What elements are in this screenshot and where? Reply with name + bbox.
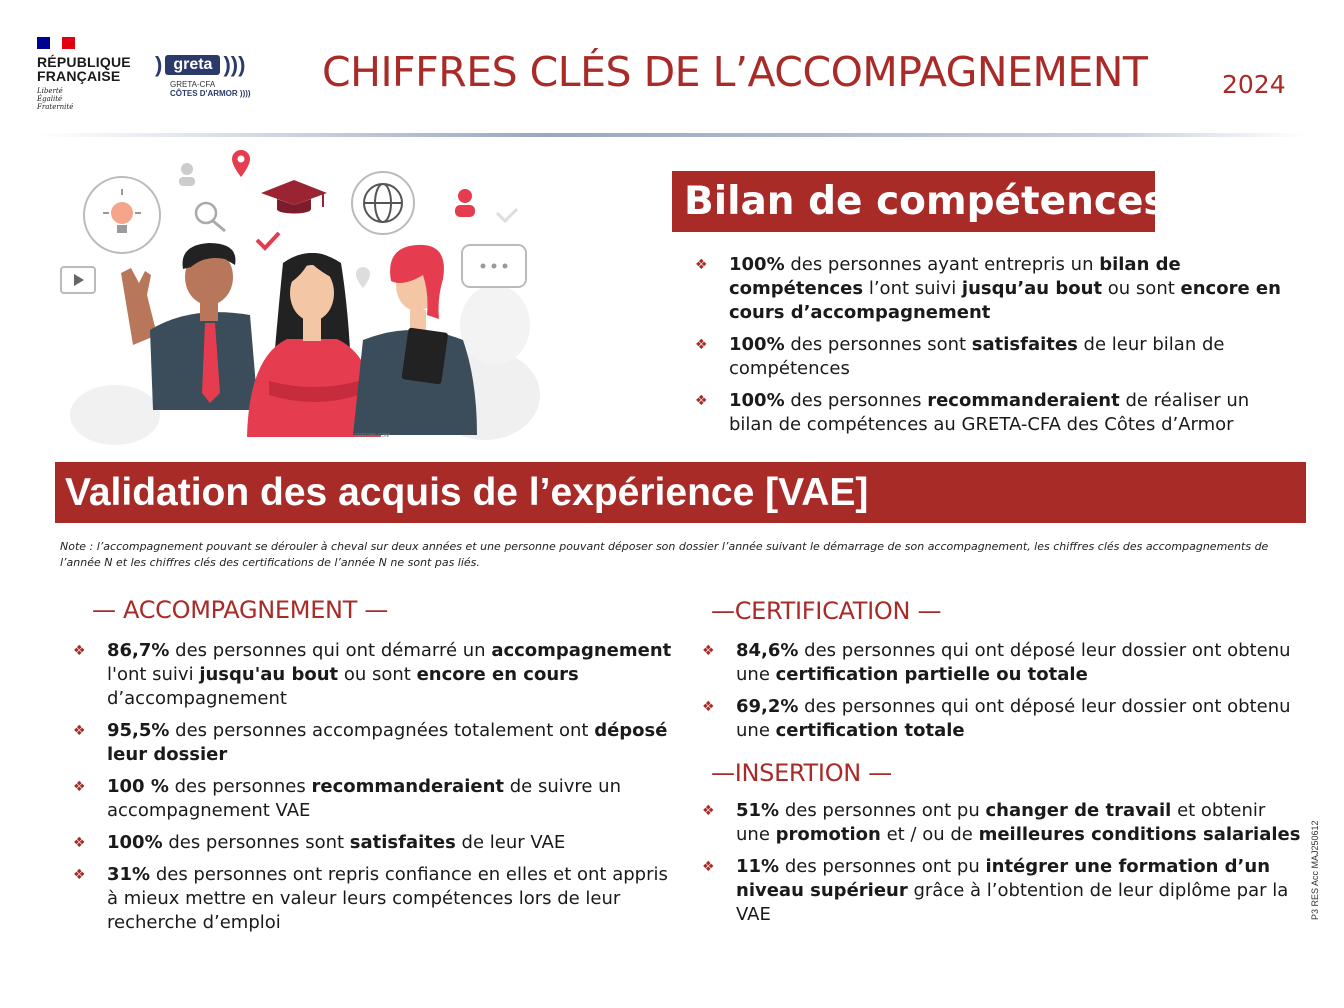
stat-text: des personnes ayant entrepris un bbox=[784, 254, 1100, 275]
stat-item bbox=[73, 719, 673, 767]
stat-highlight: recommanderaient bbox=[311, 776, 504, 797]
team-illustration bbox=[55, 145, 545, 445]
stat-highlight: bilan de compétences bbox=[729, 254, 1181, 299]
republique-motto: Liberté Égalité Fraternité bbox=[37, 87, 74, 111]
stat-highlight: 95,5% bbox=[107, 720, 170, 741]
stat-item bbox=[73, 863, 673, 935]
stat-highlight: recommanderaient bbox=[927, 390, 1120, 411]
globe-icon bbox=[352, 172, 414, 234]
french-flag-icon bbox=[37, 37, 75, 49]
bullet-diamond-icon: ❖ bbox=[73, 643, 86, 659]
stat-text: des personnes bbox=[784, 390, 928, 411]
stat-text: l’ont suivi bbox=[863, 278, 962, 299]
bullet-diamond-icon: ❖ bbox=[702, 803, 715, 819]
stat-highlight: encore en cours d’accompagnement bbox=[729, 278, 1281, 323]
stat-item bbox=[702, 799, 1302, 847]
stat-text: de suivre un accompagnement VAE bbox=[107, 776, 621, 821]
document-reference: P3 RES Acc MAJ250612 bbox=[1310, 820, 1320, 920]
stat-highlight: certification totale bbox=[775, 720, 965, 741]
user-icon bbox=[455, 189, 475, 217]
stat-item bbox=[73, 831, 673, 855]
stat-text: d’accompagnement bbox=[107, 688, 287, 709]
bullet-diamond-icon: ❖ bbox=[695, 337, 708, 353]
republique-name: RÉPUBLIQUE FRANÇAISE bbox=[37, 54, 131, 84]
woman-figure bbox=[353, 245, 477, 435]
stat-highlight: satisfaites bbox=[349, 832, 456, 853]
stat-text: de leur VAE bbox=[455, 832, 566, 853]
bullet-diamond-icon: ❖ bbox=[702, 699, 715, 715]
magnifier-icon bbox=[196, 203, 225, 231]
stat-highlight: 11% bbox=[736, 856, 780, 877]
stat-item bbox=[73, 639, 673, 711]
greta-wordmark: greta bbox=[165, 55, 220, 75]
stat-item bbox=[73, 775, 673, 823]
speech-bubble-icon bbox=[462, 245, 526, 287]
stat-item bbox=[695, 253, 1295, 325]
vae-note: Note : l’accompagnement pouvant se dérouler à cheval sur deux années et une personne pouvant déposer son dossier l’année suivant le démarrage de son accompagnement, les chiffres clés des accompagnements de l’année N et les chiffres clés des certifications de l’année N ne sont pas liés. bbox=[60, 540, 1269, 569]
accompagnement-heading: — ACCOMPAGNEMENT — bbox=[92, 596, 389, 624]
republique-francaise-logo bbox=[37, 37, 147, 111]
stat-highlight: 100% bbox=[107, 832, 163, 853]
bullet-diamond-icon: ❖ bbox=[73, 867, 86, 883]
stat-highlight: 100 % bbox=[107, 776, 169, 797]
stat-text: grâce à l’obtention de leur diplôme par la VAE bbox=[736, 880, 1289, 925]
bullet-diamond-icon: ❖ bbox=[695, 393, 708, 409]
bullet-diamond-icon: ❖ bbox=[702, 643, 715, 659]
bullet-diamond-icon: ❖ bbox=[702, 859, 715, 875]
stat-highlight: 84,6% bbox=[736, 640, 799, 661]
vae-banner: Validation des acquis de l’expérience [VAE] bbox=[55, 462, 1306, 523]
stat-item bbox=[695, 389, 1295, 437]
stat-highlight: 100% bbox=[729, 334, 785, 355]
greta-subtitle: GRETA-CFA bbox=[170, 80, 216, 89]
user-icon bbox=[179, 163, 195, 186]
lightbulb-icon bbox=[84, 177, 160, 253]
stat-highlight: jusqu'au bout bbox=[199, 664, 339, 685]
stat-text: ou sont bbox=[338, 664, 417, 685]
stat-highlight: encore en cours bbox=[416, 664, 579, 685]
bullet-diamond-icon: ❖ bbox=[73, 779, 86, 795]
stat-highlight: déposé leur dossier bbox=[107, 720, 668, 765]
page-title: CHIFFRES CLÉS DE L’ACCOMPAGNEMENT bbox=[322, 48, 1148, 96]
stat-highlight: intégrer une formation d’un niveau supérieur bbox=[736, 856, 1271, 901]
stat-text: des personnes ont pu bbox=[779, 856, 986, 877]
man-figure bbox=[121, 243, 258, 410]
accompagnement-stats-list bbox=[73, 639, 673, 943]
page-year: 2024 bbox=[1222, 70, 1286, 99]
stat-item bbox=[702, 855, 1302, 927]
insertion-stats-list bbox=[702, 799, 1302, 935]
stat-highlight: changer de travail bbox=[985, 800, 1172, 821]
bullet-diamond-icon: ❖ bbox=[695, 257, 708, 273]
stat-highlight: certification partielle ou totale bbox=[775, 664, 1088, 685]
stat-highlight: 86,7% bbox=[107, 640, 170, 661]
stat-text: des personnes sont bbox=[784, 334, 972, 355]
stat-highlight: 100% bbox=[729, 390, 785, 411]
insertion-heading: —INSERTION — bbox=[711, 759, 892, 787]
stat-item bbox=[695, 333, 1295, 381]
stat-text: de réaliser un bilan de compétences au GRETA-CFA des Côtes d’Armor bbox=[729, 390, 1250, 435]
video-play-icon bbox=[61, 267, 95, 293]
stat-text: des personnes qui ont déposé leur dossier ont obtenu une bbox=[736, 696, 1291, 741]
stat-text: des personnes ont repris confiance en elles et ont appris à mieux mettre en valeur leurs compétences lors de leur recherche d’emploi bbox=[107, 864, 668, 933]
stat-text: de leur bilan de compétences bbox=[729, 334, 1225, 379]
header-divider bbox=[37, 133, 1307, 137]
stat-text: et obtenir une bbox=[736, 800, 1266, 845]
stat-text: l'ont suivi bbox=[107, 664, 200, 685]
stat-text: des personnes bbox=[168, 776, 312, 797]
certification-stats-list bbox=[702, 639, 1302, 751]
stat-text: des personnes ont pu bbox=[779, 800, 986, 821]
stat-text: et / ou de bbox=[880, 824, 979, 845]
bullet-diamond-icon: ❖ bbox=[73, 835, 86, 851]
stat-highlight: 31% bbox=[107, 864, 151, 885]
greta-logo: ) greta ))) GRETA-CFA CÔTES D'ARMOR )))) bbox=[155, 55, 270, 98]
illustration-credit: FREEPIK.COM bbox=[355, 433, 390, 439]
bullet-diamond-icon: ❖ bbox=[73, 723, 86, 739]
stat-item bbox=[702, 695, 1302, 743]
graduation-cap-icon bbox=[261, 180, 327, 214]
stat-highlight: 51% bbox=[736, 800, 780, 821]
stat-text: des personnes qui ont déposé leur dossier ont obtenu une bbox=[736, 640, 1291, 685]
bilan-banner: Bilan de compétences bbox=[672, 171, 1155, 232]
stat-highlight: 100% bbox=[729, 254, 785, 275]
stat-text: des personnes accompagnées totalement ont bbox=[169, 720, 595, 741]
stat-text: des personnes qui ont démarré un bbox=[169, 640, 492, 661]
stat-item bbox=[702, 639, 1302, 687]
bilan-stats-list bbox=[695, 253, 1295, 445]
stat-highlight: accompagnement bbox=[491, 640, 672, 661]
stat-highlight: 69,2% bbox=[736, 696, 799, 717]
stat-text: ou sont bbox=[1102, 278, 1181, 299]
location-pin-icon bbox=[232, 150, 250, 177]
stat-highlight: jusqu’au bout bbox=[961, 278, 1103, 299]
checkmark-icon bbox=[257, 233, 279, 248]
greta-region: CÔTES D'ARMOR )))) bbox=[170, 89, 251, 98]
certification-heading: —CERTIFICATION — bbox=[711, 597, 942, 625]
stat-highlight: promotion bbox=[775, 824, 881, 845]
location-pin-icon bbox=[356, 267, 370, 288]
stat-text: des personnes sont bbox=[162, 832, 350, 853]
stat-highlight: satisfaites bbox=[971, 334, 1078, 355]
stat-highlight: meilleures conditions salariales bbox=[978, 824, 1301, 845]
